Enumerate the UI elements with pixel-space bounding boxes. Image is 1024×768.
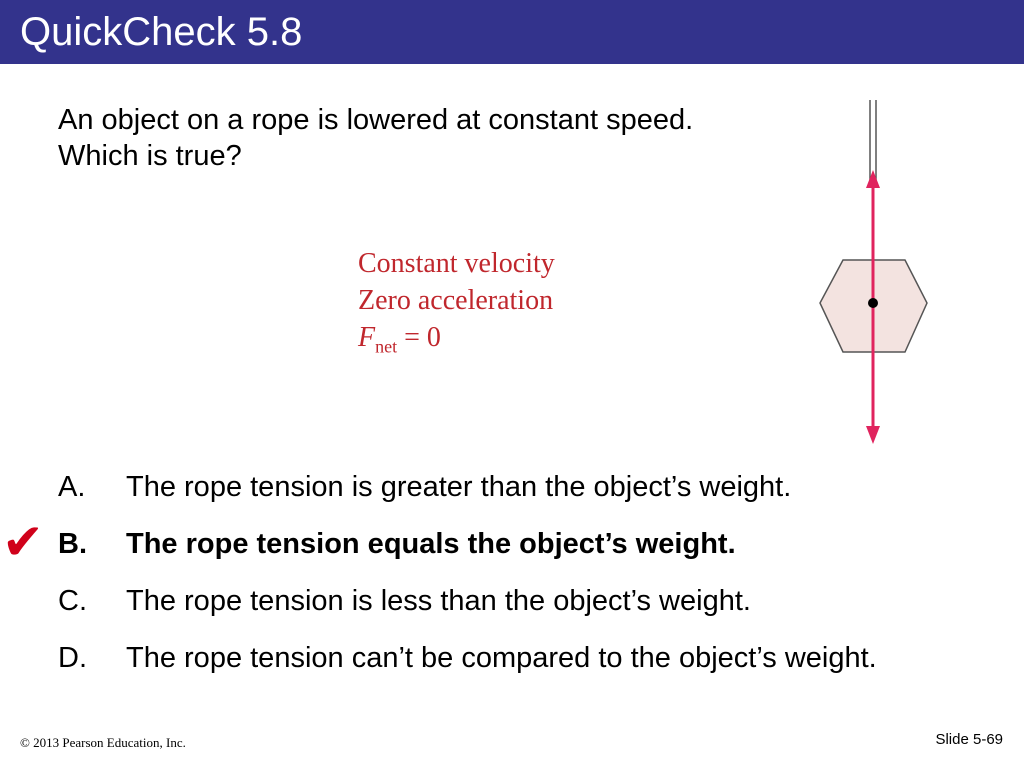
answer-text: The rope tension is less than the object’s weight. xyxy=(126,585,751,617)
fnet-equals: = 0 xyxy=(404,322,441,353)
net-force-equation xyxy=(358,319,555,366)
figure-labels xyxy=(358,245,555,366)
answer-text: The rope tension is greater than the object’s weight. xyxy=(126,471,792,503)
answer-text: The rope tension equals the object’s weight. xyxy=(126,528,736,560)
title-bar xyxy=(0,0,1024,64)
fnet-symbol: F xyxy=(358,322,376,353)
answer-letter: A. xyxy=(58,471,86,503)
constant-velocity-label: Constant velocity xyxy=(358,248,555,279)
checkmark-icon: ✔ xyxy=(2,513,44,571)
answer-text: The rope tension can’t be compared to the object’s weight. xyxy=(126,642,877,674)
page-title: QuickCheck 5.8 xyxy=(20,10,303,54)
center-of-mass-dot xyxy=(868,298,878,308)
tension-arrowhead-icon xyxy=(866,170,880,188)
question-text xyxy=(58,102,693,174)
weight-arrowhead-icon xyxy=(866,426,880,444)
copyright-notice: © 2013 Pearson Education, Inc. xyxy=(20,735,186,750)
slide-number: Slide 5-69 xyxy=(935,731,1003,748)
fnet-subscript: net xyxy=(375,336,398,357)
zero-acceleration-label: Zero acceleration xyxy=(358,285,554,316)
answer-letter: D. xyxy=(58,642,87,674)
answer-letter: B. xyxy=(58,528,87,560)
question-line-1: An object on a rope is lowered at constant speed. xyxy=(58,104,694,136)
question-line-2: Which is true? xyxy=(58,140,242,172)
rope-object-diagram xyxy=(810,96,940,451)
answer-letter: C. xyxy=(58,585,87,617)
